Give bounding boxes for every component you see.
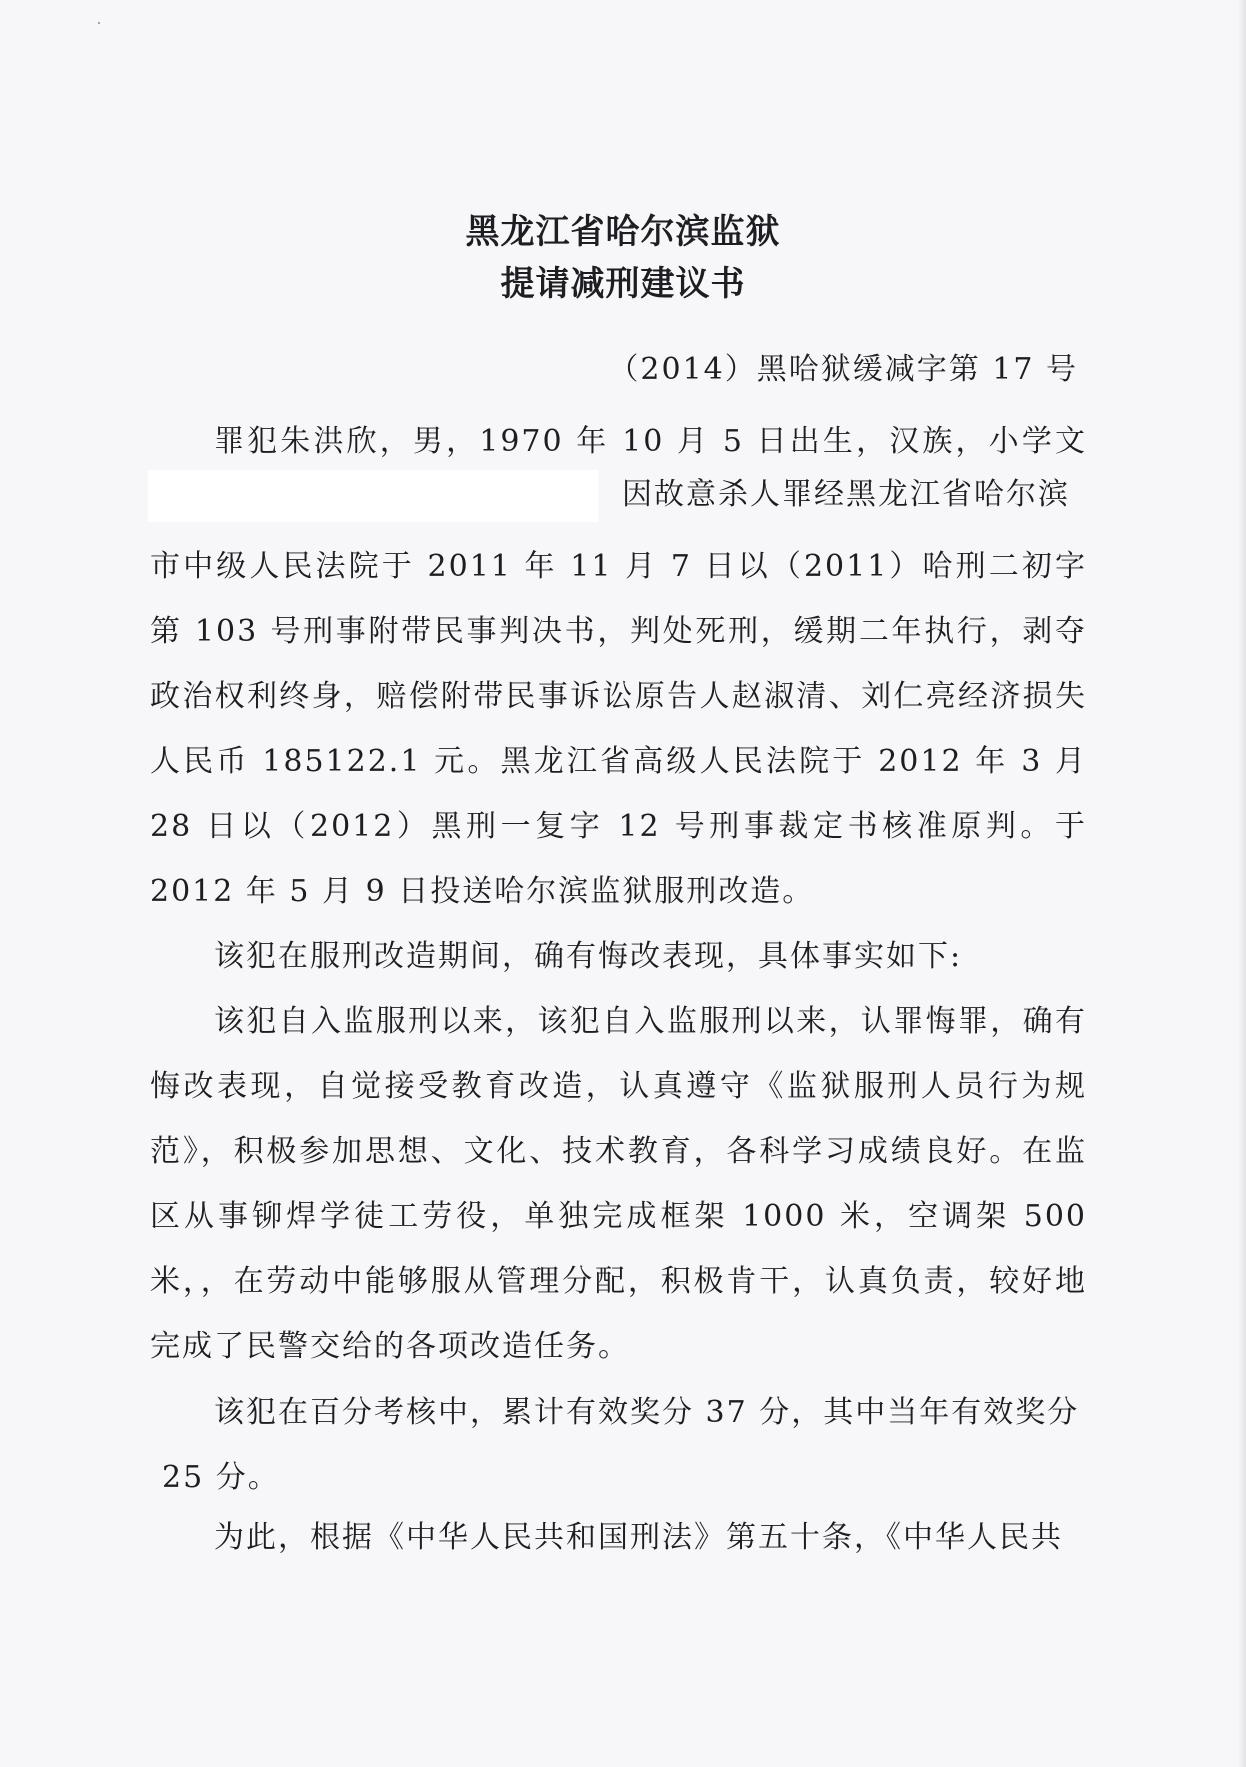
paragraph-1-body: 市中级人民法院于 2011 年 11 月 7 日以（2011）哈刑二初字第 103 号刑事附带民事判决书，判处死刑，缓期二年执行，剥夺政治权利终身，赔偿附带民事诉讼原告人赵淑清、刘仁亮经济损失人民币 185122.1 元。黑龙江省高级人民法院于 2012 年 3 月 28 日以（2012）黑刑一复字 12 号刑事裁定书核准原判。于 2012 年 5 月 9 日投送哈尔滨监狱服刑改造。 xyxy=(150,549,1087,909)
paragraph-1-after-redaction: 因故意杀人罪经黑龙江省哈尔滨 xyxy=(622,477,1070,512)
paragraph-4-second-line: 25 分。 xyxy=(162,1460,280,1495)
paragraph-4-first-line: 该犯在百分考核中，累计有效奖分 37 分，其中当年有效奖分 xyxy=(214,1395,1080,1430)
paragraph-3 xyxy=(150,989,1087,1379)
title-institution: 黑龙江省哈尔滨监狱 xyxy=(465,212,781,252)
paragraph-2 xyxy=(150,924,1087,989)
paragraph-4 xyxy=(150,1380,1087,1510)
paragraph-3-text: 该犯自入监服刑以来，该犯自入监服刑以来，认罪悔罪，确有悔改表现，自觉接受教育改造，认真遵守《监狱服刑人员行为规范》，积极参加思想、文化、技术教育，各科学习成绩良好。在监区从事铆焊学徒工劳役，单独完成框架 1000 米，空调架 500 米，，在劳动中能够服从管理分配，积极肯干，认真负责，较好地完成了民警交给的各项改造任务。 xyxy=(150,1004,1087,1364)
paragraph-1-rest xyxy=(150,534,1087,924)
paragraph-2-text: 该犯在服刑改造期间，确有悔改表现，具体事实如下: xyxy=(214,939,963,974)
paragraph-5 xyxy=(150,1505,1087,1570)
document-number: （2014）黑哈狱缓减字第 17 号 xyxy=(608,352,1078,387)
title-document-type: 提请减刑建议书 xyxy=(500,264,746,304)
redaction-box xyxy=(148,470,598,522)
paragraph-1-first-line: 罪犯朱洪欣，男，1970 年 10 月 5 日出生，汉族，小学文 xyxy=(214,424,1087,459)
scan-speck xyxy=(98,22,100,24)
paragraph-5-text: 为此，根据《中华人民共和国刑法》第五十条，《中华人民共 xyxy=(214,1520,1063,1555)
